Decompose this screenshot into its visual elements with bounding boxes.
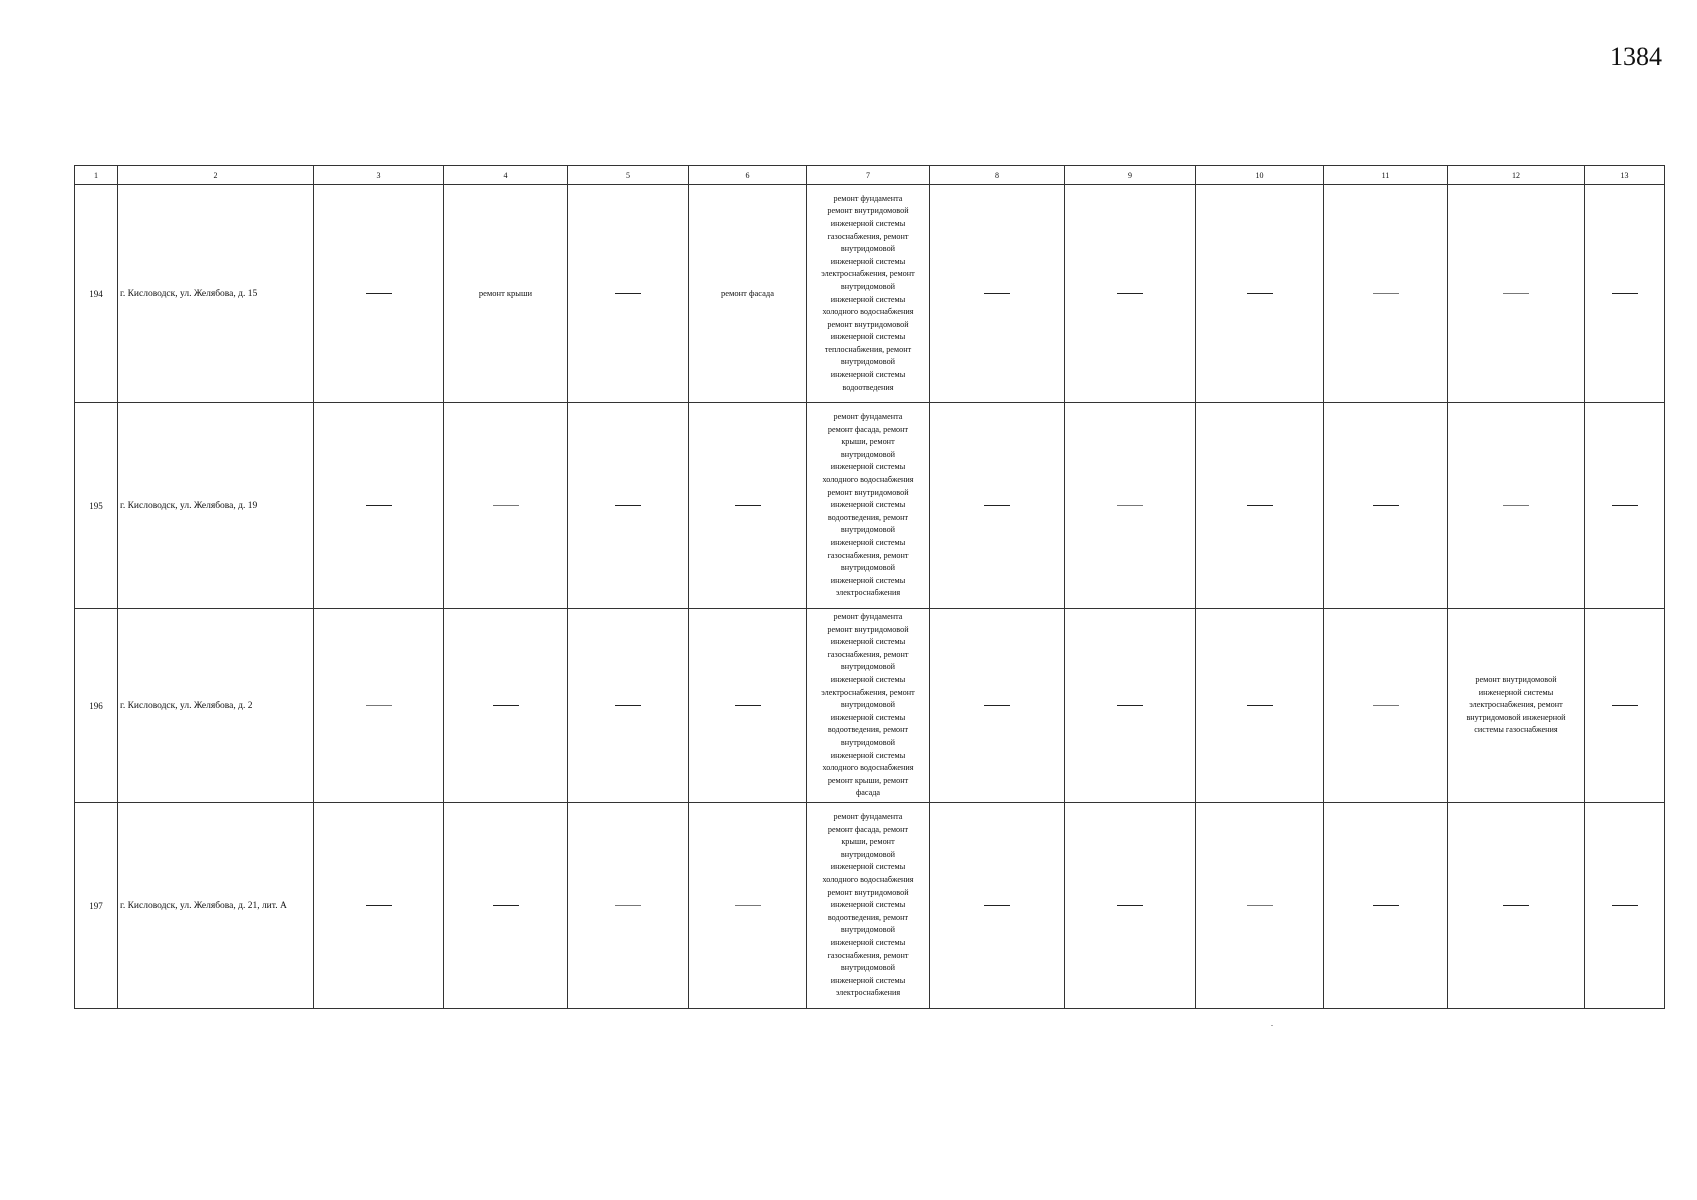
work-line: электроснабжения [835, 988, 901, 998]
column-header: 13 [1585, 166, 1665, 185]
cell-col-6 [689, 403, 807, 609]
work-line: внутридомовой [840, 925, 896, 935]
cell-col-11 [1324, 803, 1448, 1009]
empty-dash [1373, 293, 1399, 294]
work-line: инженерной системы [830, 370, 906, 380]
cell-col-5 [568, 803, 689, 1009]
cell-col-12 [1448, 185, 1585, 403]
work-line: ремонт внутридомовой [1475, 675, 1557, 685]
work-line: фасада [855, 788, 881, 798]
work-line: инженерной системы [830, 294, 906, 304]
empty-dash [1503, 293, 1529, 294]
empty-dash [1503, 505, 1529, 506]
work-line: крыши, ремонт [841, 837, 895, 847]
work-line: внутридомовой [840, 737, 896, 747]
empty-dash [493, 705, 519, 706]
empty-dash [1117, 905, 1143, 906]
work-line: холодного водоснабжения [822, 475, 914, 485]
column-header: 3 [314, 166, 444, 185]
empty-dash [615, 293, 641, 294]
work-line: внутридомовой [840, 449, 896, 459]
empty-dash [366, 293, 392, 294]
column-header: 7 [807, 166, 930, 185]
work-line: внутридомовой инженерной [1466, 712, 1566, 722]
empty-dash [1117, 293, 1143, 294]
work-line: электроснабжения, ремонт [821, 269, 915, 279]
cell-col-11 [1324, 403, 1448, 609]
work-line: системы газоснабжения [1474, 725, 1558, 735]
work-line: инженерной системы [830, 537, 906, 547]
cell-col-4 [444, 403, 568, 609]
work-line: внутридомовой [840, 963, 896, 973]
cell-col-4 [444, 803, 568, 1009]
cell-col-8 [930, 803, 1065, 1009]
empty-dash [735, 705, 761, 706]
empty-dash [1247, 293, 1273, 294]
column-header: 2 [118, 166, 314, 185]
work-line: внутридомовой [840, 525, 896, 535]
work-line: внутридомовой [840, 700, 896, 710]
cell-col-12 [1448, 803, 1585, 1009]
empty-dash [1117, 505, 1143, 506]
column-header: 4 [444, 166, 568, 185]
cell-col-6 [689, 609, 807, 803]
empty-dash [615, 905, 641, 906]
work-line: инженерной системы [830, 256, 906, 266]
cell-col-7 [807, 185, 930, 403]
work-line: ремонт крыши, ремонт [827, 775, 909, 785]
cell-col-13 [1585, 609, 1665, 803]
cell-col-10 [1196, 803, 1324, 1009]
cell-col-10 [1196, 609, 1324, 803]
empty-dash [984, 293, 1010, 294]
cell-col-12 [1448, 609, 1585, 803]
cell-col-6 [689, 803, 807, 1009]
cell-col-7 [807, 609, 930, 803]
page-number: 1384 [1610, 42, 1662, 71]
column-header: 12 [1448, 166, 1585, 185]
work-line: инженерной системы [1478, 687, 1554, 697]
empty-dash [735, 505, 761, 506]
column-header: 1 [75, 166, 118, 185]
cell-col-9 [1065, 609, 1196, 803]
work-line: ремонт фундамента [833, 612, 903, 622]
work-line: внутридомовой [840, 849, 896, 859]
work-line: внутридомовой [840, 563, 896, 573]
column-number-row [75, 166, 1665, 185]
work-line: инженерной системы [830, 900, 906, 910]
work-line: водоотведения [842, 382, 894, 392]
empty-dash [1612, 905, 1638, 906]
empty-dash [984, 505, 1010, 506]
work-line: ремонт внутридомовой [827, 319, 909, 329]
cell-col-7 [807, 803, 930, 1009]
repair-schedule-table [74, 165, 1665, 1009]
cell-col-13 [1585, 403, 1665, 609]
cell-col-10 [1196, 403, 1324, 609]
scan-speck [1271, 1025, 1273, 1026]
work-line: ремонт внутридомовой [827, 624, 909, 634]
table-row [75, 185, 1665, 403]
work-line: внутридомовой [840, 357, 896, 367]
empty-dash [615, 705, 641, 706]
work-line: газоснабжения, ремонт [827, 649, 909, 659]
empty-dash [984, 905, 1010, 906]
cell-col-9 [1065, 803, 1196, 1009]
work-line: ремонт фундамента [833, 193, 903, 203]
address-cell: г. Кисловодск, ул. Желябова, д. 15 [118, 185, 314, 403]
row-number: 194 [75, 185, 118, 403]
cell-col-11 [1324, 609, 1448, 803]
work-line: холодного водоснабжения [822, 875, 914, 885]
work-line: холодного водоснабжения [822, 763, 914, 773]
work-line: водоотведения, ремонт [827, 512, 909, 522]
work-line: инженерной системы [830, 937, 906, 947]
column-header: 5 [568, 166, 689, 185]
cell-col-4 [444, 609, 568, 803]
empty-dash [1612, 293, 1638, 294]
column-header: 6 [689, 166, 807, 185]
cell-col-11 [1324, 185, 1448, 403]
row-number: 195 [75, 403, 118, 609]
cell-col-9 [1065, 403, 1196, 609]
work-line: инженерной системы [830, 675, 906, 685]
empty-dash [1117, 705, 1143, 706]
empty-dash [1247, 505, 1273, 506]
work-line: инженерной системы [830, 637, 906, 647]
work-line: внутридомовой [840, 662, 896, 672]
column-header: 8 [930, 166, 1065, 185]
work-line: инженерной системы [830, 500, 906, 510]
cell-col-3 [314, 403, 444, 609]
address-cell: г. Кисловодск, ул. Желябова, д. 2 [118, 609, 314, 803]
work-line: водоотведения, ремонт [827, 912, 909, 922]
cell-col-10 [1196, 185, 1324, 403]
empty-dash [366, 705, 392, 706]
work-line: холодного водоснабжения [822, 307, 914, 317]
empty-dash [366, 505, 392, 506]
work-line: инженерной системы [830, 750, 906, 760]
work-line: ремонт внутридомовой [827, 487, 909, 497]
work-line: теплоснабжения, ремонт [824, 344, 912, 354]
empty-dash [615, 505, 641, 506]
work-line: инженерной системы [830, 862, 906, 872]
work-line: ремонт фундамента [833, 812, 903, 822]
work-line: инженерной системы [830, 332, 906, 342]
work-line: инженерной системы [830, 712, 906, 722]
empty-dash [493, 505, 519, 506]
empty-dash [984, 705, 1010, 706]
cell-col-6: ремонт фасада [689, 185, 807, 403]
empty-dash [1612, 705, 1638, 706]
row-number: 196 [75, 609, 118, 803]
work-line: внутридомовой [840, 244, 896, 254]
empty-dash [1373, 705, 1399, 706]
work-line: внутридомовой [840, 281, 896, 291]
work-line: ремонт фундамента [833, 412, 903, 422]
row-number: 197 [75, 803, 118, 1009]
work-line: газоснабжения, ремонт [827, 231, 909, 241]
table-row [75, 609, 1665, 803]
cell-col-5 [568, 403, 689, 609]
column-header: 10 [1196, 166, 1324, 185]
empty-dash [1373, 505, 1399, 506]
empty-dash [1247, 705, 1273, 706]
work-line: электроснабжения, ремонт [1469, 700, 1563, 710]
work-line: инженерной системы [830, 975, 906, 985]
cell-col-9 [1065, 185, 1196, 403]
work-line: водоотведения, ремонт [827, 725, 909, 735]
empty-dash [1373, 905, 1399, 906]
work-line: ремонт фасада, ремонт [827, 424, 909, 434]
work-line: газоснабжения, ремонт [827, 550, 909, 560]
work-line: крыши, ремонт [841, 437, 895, 447]
cell-col-3 [314, 803, 444, 1009]
cell-col-8 [930, 403, 1065, 609]
cell-col-8 [930, 609, 1065, 803]
table-row [75, 403, 1665, 609]
table-row [75, 803, 1665, 1009]
empty-dash [1612, 505, 1638, 506]
address-cell: г. Кисловодск, ул. Желябова, д. 19 [118, 403, 314, 609]
cell-col-3 [314, 609, 444, 803]
address-cell: г. Кисловодск, ул. Желябова, д. 21, лит. А [118, 803, 314, 1009]
work-line: электроснабжения, ремонт [821, 687, 915, 697]
empty-dash [366, 905, 392, 906]
work-line: газоснабжения, ремонт [827, 950, 909, 960]
work-line: ремонт фасада, ремонт [827, 824, 909, 834]
cell-col-3 [314, 185, 444, 403]
work-line: электроснабжения [835, 588, 901, 598]
column-header: 11 [1324, 166, 1448, 185]
empty-dash [493, 905, 519, 906]
work-line: инженерной системы [830, 462, 906, 472]
cell-col-7 [807, 403, 930, 609]
column-header: 9 [1065, 166, 1196, 185]
empty-dash [735, 905, 761, 906]
work-line: инженерной системы [830, 575, 906, 585]
empty-dash [1503, 905, 1529, 906]
empty-dash [1247, 905, 1273, 906]
work-line: ремонт внутридомовой [827, 206, 909, 216]
cell-col-4: ремонт крыши [444, 185, 568, 403]
cell-col-13 [1585, 803, 1665, 1009]
cell-col-8 [930, 185, 1065, 403]
cell-col-13 [1585, 185, 1665, 403]
work-line: инженерной системы [830, 218, 906, 228]
cell-col-5 [568, 609, 689, 803]
work-line: ремонт внутридомовой [827, 887, 909, 897]
cell-col-5 [568, 185, 689, 403]
cell-col-12 [1448, 403, 1585, 609]
